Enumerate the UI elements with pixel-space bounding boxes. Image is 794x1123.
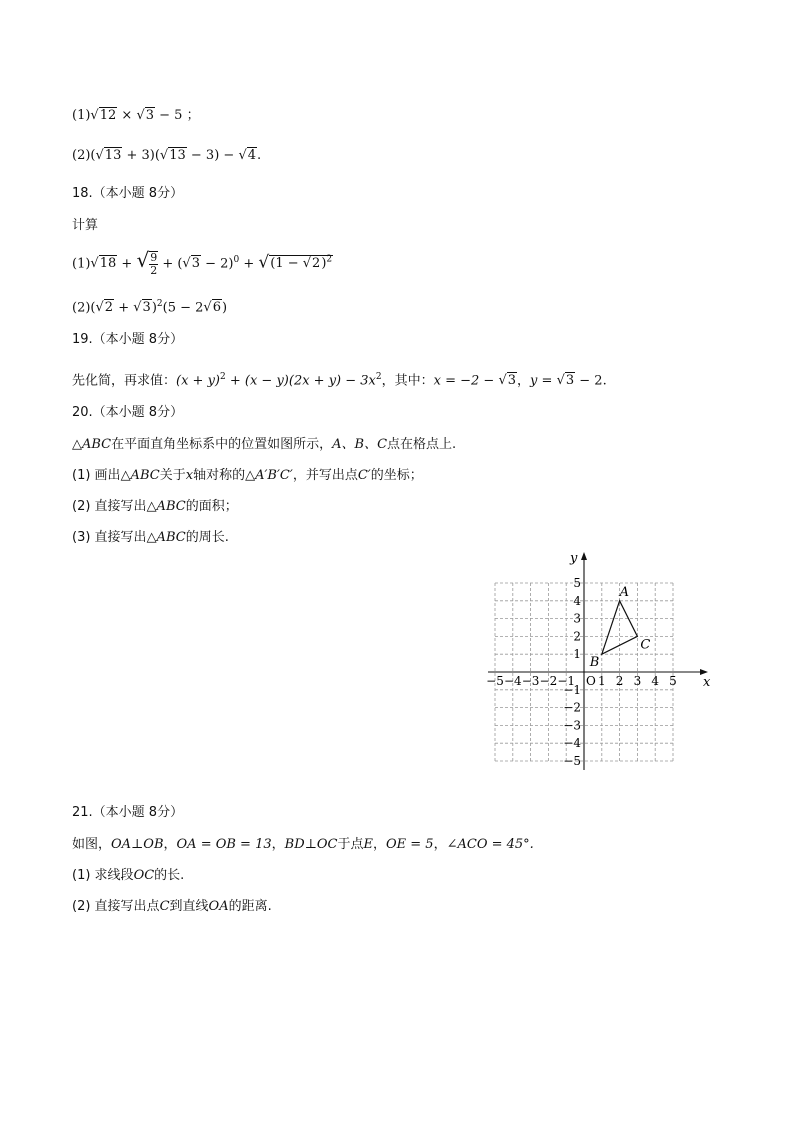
sub-text: 的坐标； — [370, 468, 423, 483]
q20-sub2 — [72, 497, 238, 517]
expr-part: (x + y) — [176, 373, 220, 389]
instruction-text: 先化简，再求值： — [72, 373, 177, 389]
vertex-label-c: C — [640, 637, 651, 653]
sub-text: 的周长. — [185, 530, 229, 545]
sqrt-outer: $√(1 - √2)^2$ — [258, 252, 333, 273]
x-tick-label: −4 — [503, 674, 522, 688]
q21-line1 — [72, 835, 534, 855]
vertex-label-b: B — [589, 655, 600, 671]
q18-intro: 计算 — [72, 218, 99, 233]
y-value: y = — [530, 373, 557, 389]
close-paren: ) — [222, 300, 228, 316]
q20-sub3 — [72, 528, 229, 548]
y-axis-arrow — [581, 552, 587, 560]
point-names: A、B、C — [332, 437, 388, 452]
sub-text: 的面积； — [185, 499, 238, 514]
math: ∠ACO = 45°. — [446, 837, 534, 852]
q20-intro — [72, 435, 456, 455]
plus-sign: + — [114, 300, 134, 316]
q18-part1 — [72, 250, 333, 277]
y-tick-label: −5 — [563, 754, 581, 768]
part-number: (2)( — [72, 148, 96, 163]
sub-text: 关于 — [159, 468, 186, 483]
part-number: (2)( — [72, 300, 96, 316]
expr-mid: + ( — [158, 256, 183, 272]
axis-name: x — [185, 468, 194, 483]
q18-part2 — [72, 294, 227, 318]
text: 于点 — [337, 837, 364, 852]
text: ， — [271, 837, 285, 852]
triangle-symbol: △ABC — [146, 499, 186, 514]
part-number: (1) — [72, 108, 91, 123]
sqrt-2: √2 — [95, 300, 114, 316]
expr-part: + (x − y)(2x + y) − 3x — [225, 373, 376, 389]
exponent: 2 — [156, 299, 163, 309]
exponent: 2 — [220, 372, 226, 382]
x-tick-label: −5 — [486, 674, 504, 688]
y-tick-label: 4 — [573, 593, 581, 608]
sub-text: (3) 直接写出 — [72, 530, 147, 545]
sqrt-3: √3 — [498, 373, 517, 389]
intro-text: 在平面直角坐标系中的位置如图所示， — [111, 437, 333, 452]
x-tick-label: 4 — [651, 674, 660, 688]
x-tick-label: −3 — [521, 674, 540, 688]
q20-sub1 — [72, 466, 423, 486]
sqrt-frac: √ $\frac{9}{2}$ — [136, 248, 158, 277]
triangle-symbol: △A′B′C′ — [245, 468, 293, 483]
triangle-symbol: △ABC — [72, 437, 112, 452]
triangle-symbol: △ABC — [146, 530, 186, 545]
sub-text: (1) 画出 — [72, 468, 121, 483]
expr-mid2: − 3) − — [186, 148, 239, 163]
exponent: 2 — [375, 372, 382, 382]
y-tick-label: 5 — [573, 576, 581, 590]
sqrt-13a: √13 — [95, 148, 122, 163]
x-tick-label: 1 — [597, 674, 606, 688]
y-tick-label: 3 — [573, 611, 581, 626]
sqrt-13b: √13 — [159, 148, 186, 163]
text: (1) 求线段 — [72, 868, 134, 883]
q20-header: 20.（本小题 8分） — [72, 405, 184, 420]
sqrt-4: √4 — [238, 148, 257, 163]
coordinate-grid — [484, 548, 718, 774]
intro-text: 点在格点上. — [387, 437, 457, 452]
y-tick-label: 1 — [573, 647, 581, 662]
q19-header: 19.（本小题 8分） — [72, 332, 184, 347]
y-tick-label: −4 — [563, 736, 581, 751]
sqrt-3: √3 — [182, 256, 200, 272]
q17-part1 — [72, 106, 200, 126]
close-paren: ) — [151, 300, 157, 316]
q19-body — [72, 367, 607, 391]
triangle-symbol: △ABC — [120, 468, 160, 483]
y-tail: − 2. — [575, 373, 607, 389]
x-tick-label: 5 — [669, 674, 677, 688]
math: OA⊥OB — [111, 837, 164, 852]
x-tick-label: −1 — [557, 674, 576, 688]
sqrt-3: √3 — [556, 373, 575, 389]
expr-tail: . — [257, 148, 262, 163]
math: OA = OB = 13 — [176, 837, 272, 852]
x-axis-label: x — [703, 675, 711, 690]
exponent-zero: 0 — [233, 255, 240, 265]
text: ， — [163, 837, 177, 852]
expr-mid3: + — [239, 256, 259, 272]
point-name: C′ — [357, 468, 371, 483]
instruction-text: ，其中： — [381, 373, 434, 389]
math: OA — [208, 899, 229, 914]
origin-label: O — [586, 674, 596, 688]
sub-text: ，并写出点 — [292, 468, 358, 483]
times-sign: × — [117, 108, 137, 123]
y-axis-label: y — [570, 551, 578, 566]
vertex-label-a: A — [619, 584, 629, 600]
sqrt-18: √18 — [90, 256, 117, 272]
x-value: x = −2 − — [433, 373, 499, 389]
separator: ， — [517, 373, 531, 389]
sqrt-6: √6 — [203, 300, 221, 316]
math: BD⊥OC — [284, 837, 338, 852]
text: 的距离. — [228, 899, 272, 914]
q21-sub1 — [72, 866, 184, 886]
x-tick-label: −2 — [539, 674, 558, 688]
plus-sign: + — [117, 256, 137, 272]
sqrt-3: √3 — [133, 300, 151, 316]
q18-header: 18.（本小题 8分） — [72, 186, 184, 201]
sqrt-3: √3 — [136, 108, 155, 123]
q17-part2 — [72, 146, 261, 166]
y-tick-label: −3 — [563, 718, 581, 733]
text: (2) 直接写出点 — [72, 899, 160, 914]
math: C — [159, 899, 170, 914]
expr-tail: − 5 ； — [155, 108, 200, 123]
text: 的长. — [154, 868, 185, 883]
q21-header: 21.（本小题 8分） — [72, 805, 184, 820]
expr-mid2: − 2) — [201, 256, 234, 272]
text: 如图， — [72, 837, 112, 852]
y-tick-label: 2 — [573, 629, 581, 644]
part-number: (1) — [72, 256, 91, 272]
math: OE = 5 — [386, 837, 434, 852]
y-tick-label: −1 — [563, 682, 581, 697]
expr-mid: + 3)( — [122, 148, 160, 163]
sub-text: (2) 直接写出 — [72, 499, 147, 514]
text: ， — [372, 837, 386, 852]
q21-sub2 — [72, 897, 272, 917]
x-tick-label: 3 — [633, 674, 642, 688]
x-tick-label: 2 — [615, 674, 624, 688]
sub-text: 轴对称的 — [193, 468, 246, 483]
text: ， — [433, 837, 447, 852]
math: OC — [133, 868, 155, 883]
sqrt-12: √12 — [90, 108, 117, 123]
expr-mid: (5 − 2 — [162, 300, 204, 316]
y-tick-label: −2 — [563, 700, 581, 715]
text: 到直线 — [169, 899, 209, 914]
math: E — [363, 837, 373, 852]
